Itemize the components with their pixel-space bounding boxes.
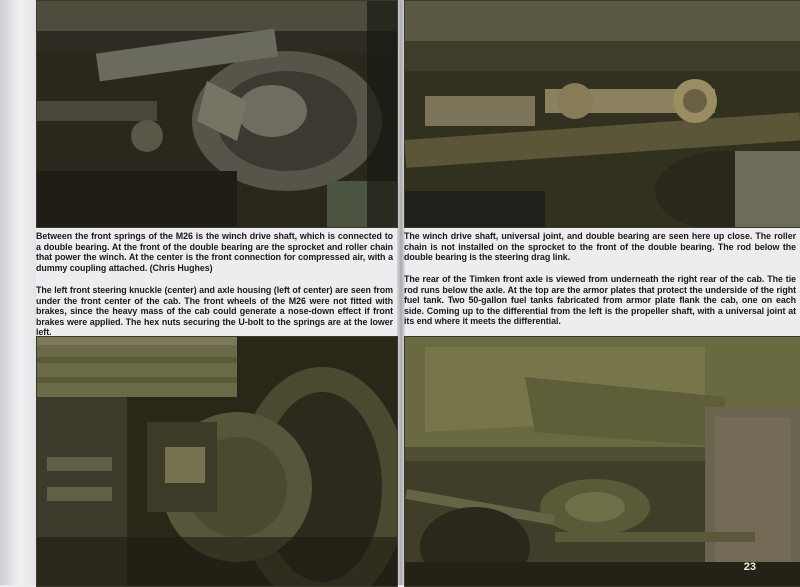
caption-universal-joint: The winch drive shaft, universal joint, and double bearing are seen here up close. The roller chain is not installed on the sprocket to the front of the double bearing. The rod below the double bearing is the steering drag link. <box>404 231 796 263</box>
photo-universal-joint <box>404 0 800 228</box>
photo-winch-drive-bearing-image <box>37 1 397 227</box>
photo-winch-drive-bearing <box>36 0 398 228</box>
photo-steering-knuckle-image <box>37 337 397 586</box>
photo-steering-knuckle <box>36 336 398 587</box>
photo-timken-front-axle-image <box>405 337 800 586</box>
page-number: 23 <box>743 561 756 573</box>
caption-steering-knuckle: The left front steering knuckle (center) and axle housing (left of center) are seen from under the front center of the cab. The front wheels of the M26 were not fitted with brakes, since the heavy mass of the cab could generate a nose-down effect if front brakes were applied. The hex nuts securing the U-bolt to the springs are at the lower left. <box>36 285 393 338</box>
caption-winch-drive: Between the front springs of the M26 is the winch drive shaft, which is connected to a double bearing. At the front of the double bearing are the sprocket and roller chain that power the winch. At the center is the front connection for compressed air, with a dummy coupling attached. (Chris Hughes) <box>36 231 393 273</box>
left-page-edge <box>0 0 36 585</box>
caption-timken-axle: The rear of the Timken front axle is viewed from underneath the right rear of the cab. The tie rod runs below the axle. At the top are the armor plates that protect the underside of the right fuel tank. Two 50-gallon fuel tanks fabricated from armor plate flank the cab, one on each side. Coming up to the differential from the left is the propeller shaft, with a universal joint at its end where it meets the differential. <box>404 274 796 327</box>
photo-universal-joint-image <box>405 1 800 227</box>
photo-timken-front-axle <box>404 336 800 587</box>
